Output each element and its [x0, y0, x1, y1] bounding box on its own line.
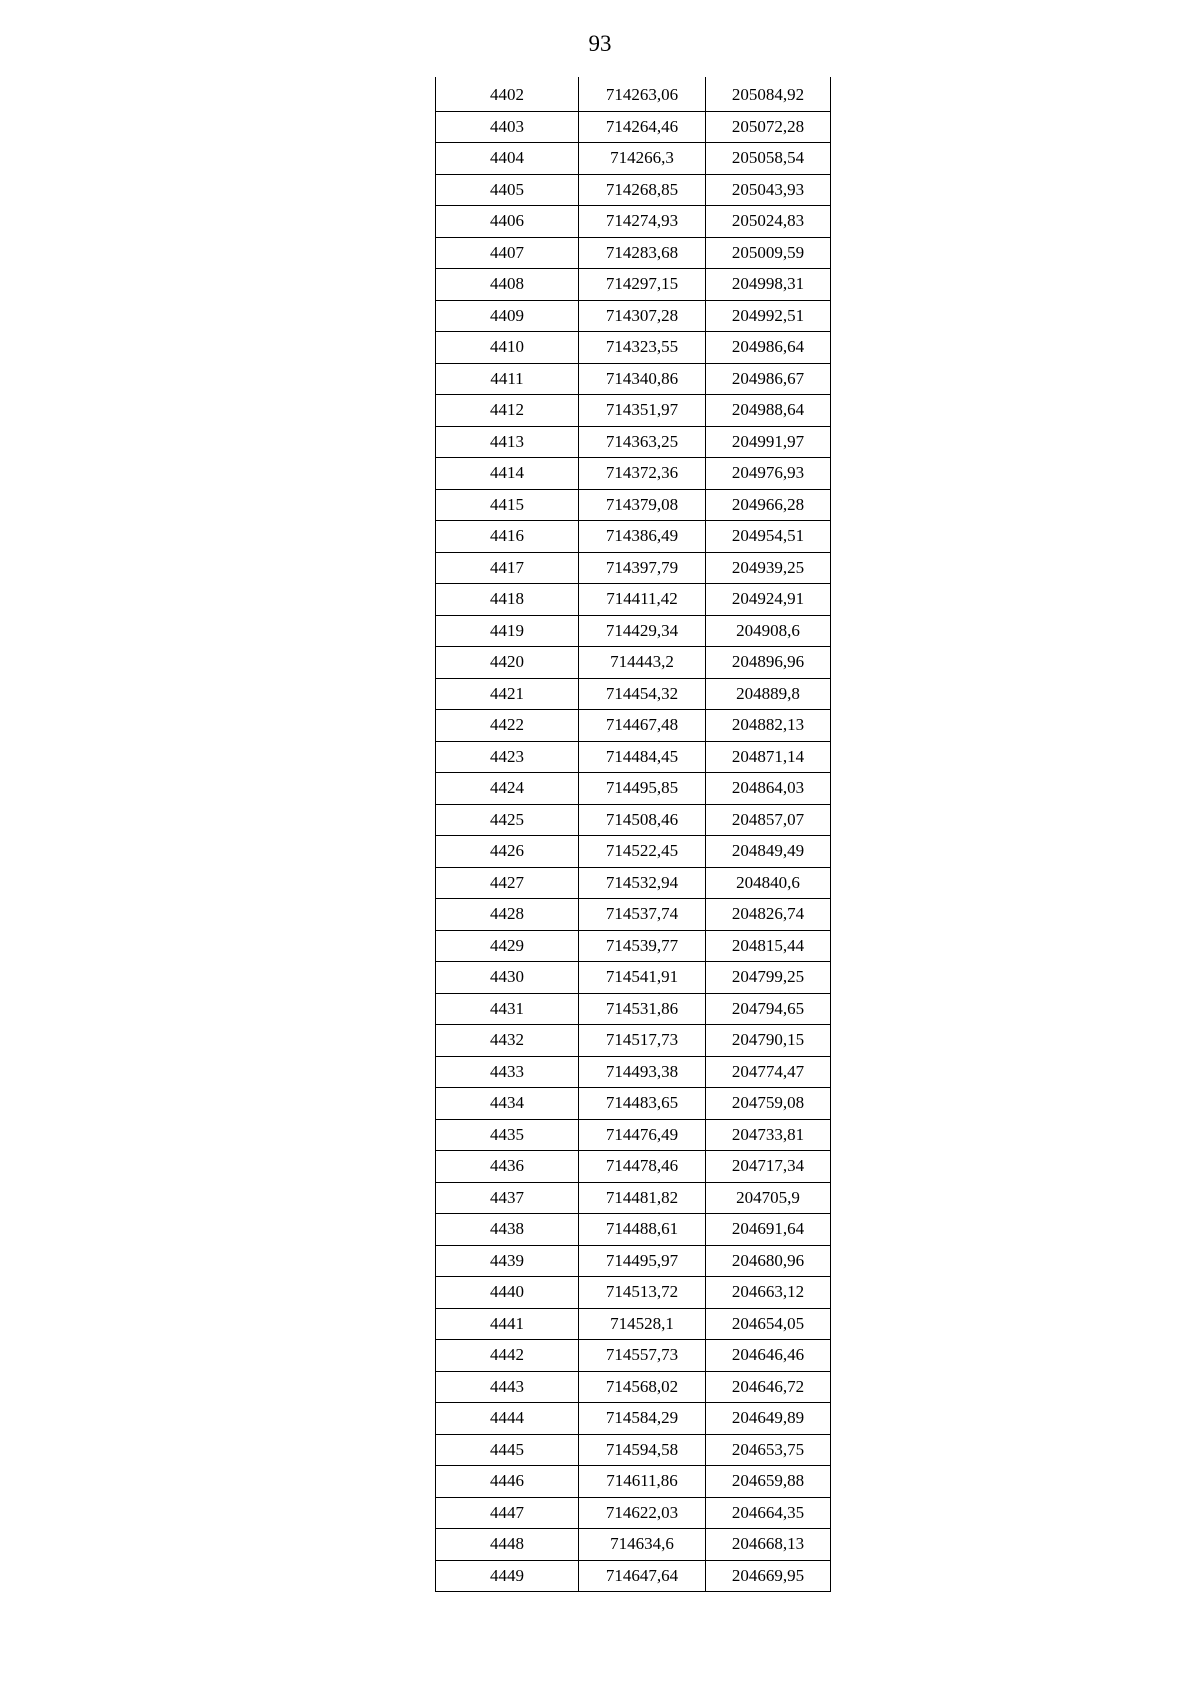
table-row — [436, 1529, 831, 1561]
point-number-cell: 4445 — [436, 1434, 579, 1466]
point-number-cell: 4407 — [436, 237, 579, 269]
table-row — [436, 237, 831, 269]
y-coordinate-cell: 204705,9 — [706, 1182, 831, 1214]
table-row — [436, 1182, 831, 1214]
y-coordinate-cell: 204659,88 — [706, 1466, 831, 1498]
x-coordinate-cell: 714481,82 — [579, 1182, 706, 1214]
x-coordinate-cell: 714351,97 — [579, 395, 706, 427]
x-coordinate-cell: 714340,86 — [579, 363, 706, 395]
point-number-cell: 4403 — [436, 111, 579, 143]
point-number-cell: 4412 — [436, 395, 579, 427]
y-coordinate-cell: 204986,64 — [706, 332, 831, 364]
x-coordinate-cell: 714379,08 — [579, 489, 706, 521]
table-row — [436, 1371, 831, 1403]
point-number-cell: 4422 — [436, 710, 579, 742]
y-coordinate-cell: 204649,89 — [706, 1403, 831, 1435]
point-number-cell: 4411 — [436, 363, 579, 395]
x-coordinate-cell: 714622,03 — [579, 1497, 706, 1529]
table-row — [436, 993, 831, 1025]
y-coordinate-cell: 204759,08 — [706, 1088, 831, 1120]
x-coordinate-cell: 714495,85 — [579, 773, 706, 805]
table-row — [436, 521, 831, 553]
point-number-cell: 4420 — [436, 647, 579, 679]
point-number-cell: 4408 — [436, 269, 579, 301]
point-number-cell: 4440 — [436, 1277, 579, 1309]
y-coordinate-cell: 205024,83 — [706, 206, 831, 238]
table-row — [436, 458, 831, 490]
x-coordinate-cell: 714495,97 — [579, 1245, 706, 1277]
point-number-cell: 4433 — [436, 1056, 579, 1088]
y-coordinate-cell: 204864,03 — [706, 773, 831, 805]
x-coordinate-cell: 714478,46 — [579, 1151, 706, 1183]
table-row — [436, 647, 831, 679]
table-row — [436, 584, 831, 616]
x-coordinate-cell: 714386,49 — [579, 521, 706, 553]
table-row — [436, 899, 831, 931]
point-number-cell: 4446 — [436, 1466, 579, 1498]
x-coordinate-cell: 714397,79 — [579, 552, 706, 584]
y-coordinate-cell: 204939,25 — [706, 552, 831, 584]
table-row — [436, 741, 831, 773]
table-row — [436, 930, 831, 962]
point-number-cell: 4429 — [436, 930, 579, 962]
x-coordinate-cell: 714557,73 — [579, 1340, 706, 1372]
y-coordinate-cell: 204988,64 — [706, 395, 831, 427]
point-number-cell: 4428 — [436, 899, 579, 931]
table-row — [436, 77, 831, 111]
y-coordinate-cell: 204790,15 — [706, 1025, 831, 1057]
y-coordinate-cell: 204908,6 — [706, 615, 831, 647]
point-number-cell: 4434 — [436, 1088, 579, 1120]
table-row — [436, 710, 831, 742]
x-coordinate-cell: 714537,74 — [579, 899, 706, 931]
x-coordinate-cell: 714508,46 — [579, 804, 706, 836]
y-coordinate-cell: 204871,14 — [706, 741, 831, 773]
table-row — [436, 804, 831, 836]
x-coordinate-cell: 714522,45 — [579, 836, 706, 868]
point-number-cell: 4416 — [436, 521, 579, 553]
y-coordinate-cell: 204653,75 — [706, 1434, 831, 1466]
y-coordinate-cell: 204669,95 — [706, 1560, 831, 1592]
table-row — [436, 678, 831, 710]
table-row — [436, 836, 831, 868]
point-number-cell: 4449 — [436, 1560, 579, 1592]
table-row — [436, 1025, 831, 1057]
coordinates-table-body — [436, 77, 831, 1592]
table-row — [436, 332, 831, 364]
point-number-cell: 4417 — [436, 552, 579, 584]
x-coordinate-cell: 714268,85 — [579, 174, 706, 206]
table-row — [436, 206, 831, 238]
x-coordinate-cell: 714584,29 — [579, 1403, 706, 1435]
point-number-cell: 4444 — [436, 1403, 579, 1435]
y-coordinate-cell: 204882,13 — [706, 710, 831, 742]
point-number-cell: 4419 — [436, 615, 579, 647]
y-coordinate-cell: 204966,28 — [706, 489, 831, 521]
y-coordinate-cell: 204663,12 — [706, 1277, 831, 1309]
point-number-cell: 4409 — [436, 300, 579, 332]
point-number-cell: 4414 — [436, 458, 579, 490]
x-coordinate-cell: 714483,65 — [579, 1088, 706, 1120]
point-number-cell: 4421 — [436, 678, 579, 710]
x-coordinate-cell: 714517,73 — [579, 1025, 706, 1057]
table-row — [436, 489, 831, 521]
table-row — [436, 1245, 831, 1277]
x-coordinate-cell: 714488,61 — [579, 1214, 706, 1246]
y-coordinate-cell: 205084,92 — [706, 77, 831, 111]
point-number-cell: 4448 — [436, 1529, 579, 1561]
y-coordinate-cell: 204849,49 — [706, 836, 831, 868]
point-number-cell: 4431 — [436, 993, 579, 1025]
point-number-cell: 4410 — [436, 332, 579, 364]
point-number-cell: 4415 — [436, 489, 579, 521]
table-row — [436, 1056, 831, 1088]
point-number-cell: 4402 — [436, 77, 579, 111]
point-number-cell: 4405 — [436, 174, 579, 206]
x-coordinate-cell: 714307,28 — [579, 300, 706, 332]
point-number-cell: 4442 — [436, 1340, 579, 1372]
point-number-cell: 4406 — [436, 206, 579, 238]
x-coordinate-cell: 714513,72 — [579, 1277, 706, 1309]
x-coordinate-cell: 714493,38 — [579, 1056, 706, 1088]
y-coordinate-cell: 204680,96 — [706, 1245, 831, 1277]
y-coordinate-cell: 204992,51 — [706, 300, 831, 332]
y-coordinate-cell: 204924,91 — [706, 584, 831, 616]
y-coordinate-cell: 204646,46 — [706, 1340, 831, 1372]
point-number-cell: 4443 — [436, 1371, 579, 1403]
table-row — [436, 174, 831, 206]
y-coordinate-cell: 205072,28 — [706, 111, 831, 143]
x-coordinate-cell: 714443,2 — [579, 647, 706, 679]
table-row — [436, 1308, 831, 1340]
point-number-cell: 4432 — [436, 1025, 579, 1057]
point-number-cell: 4435 — [436, 1119, 579, 1151]
table-row — [436, 1340, 831, 1372]
y-coordinate-cell: 204896,96 — [706, 647, 831, 679]
point-number-cell: 4413 — [436, 426, 579, 458]
table-row — [436, 143, 831, 175]
table-row — [436, 1119, 831, 1151]
y-coordinate-cell: 204668,13 — [706, 1529, 831, 1561]
y-coordinate-cell: 204717,34 — [706, 1151, 831, 1183]
x-coordinate-cell: 714594,58 — [579, 1434, 706, 1466]
point-number-cell: 4418 — [436, 584, 579, 616]
y-coordinate-cell: 204654,05 — [706, 1308, 831, 1340]
table-row — [436, 1434, 831, 1466]
x-coordinate-cell: 714363,25 — [579, 426, 706, 458]
x-coordinate-cell: 714467,48 — [579, 710, 706, 742]
y-coordinate-cell: 204889,8 — [706, 678, 831, 710]
table-row — [436, 615, 831, 647]
table-row — [436, 1151, 831, 1183]
point-number-cell: 4424 — [436, 773, 579, 805]
table-row — [436, 1466, 831, 1498]
x-coordinate-cell: 714323,55 — [579, 332, 706, 364]
x-coordinate-cell: 714263,06 — [579, 77, 706, 111]
y-coordinate-cell: 205043,93 — [706, 174, 831, 206]
y-coordinate-cell: 204986,67 — [706, 363, 831, 395]
table-row — [436, 552, 831, 584]
y-coordinate-cell: 204794,65 — [706, 993, 831, 1025]
y-coordinate-cell: 204691,64 — [706, 1214, 831, 1246]
coordinates-table — [435, 77, 831, 1592]
y-coordinate-cell: 204976,93 — [706, 458, 831, 490]
y-coordinate-cell: 204799,25 — [706, 962, 831, 994]
point-number-cell: 4439 — [436, 1245, 579, 1277]
point-number-cell: 4447 — [436, 1497, 579, 1529]
x-coordinate-cell: 714568,02 — [579, 1371, 706, 1403]
table-row — [436, 773, 831, 805]
x-coordinate-cell: 714283,68 — [579, 237, 706, 269]
y-coordinate-cell: 204840,6 — [706, 867, 831, 899]
table-row — [436, 962, 831, 994]
y-coordinate-cell: 204857,07 — [706, 804, 831, 836]
x-coordinate-cell: 714454,32 — [579, 678, 706, 710]
x-coordinate-cell: 714528,1 — [579, 1308, 706, 1340]
table-row — [436, 1497, 831, 1529]
point-number-cell: 4438 — [436, 1214, 579, 1246]
point-number-cell: 4441 — [436, 1308, 579, 1340]
y-coordinate-cell: 205058,54 — [706, 143, 831, 175]
table-row — [436, 1088, 831, 1120]
y-coordinate-cell: 204826,74 — [706, 899, 831, 931]
x-coordinate-cell: 714634,6 — [579, 1529, 706, 1561]
point-number-cell: 4427 — [436, 867, 579, 899]
x-coordinate-cell: 714264,46 — [579, 111, 706, 143]
x-coordinate-cell: 714476,49 — [579, 1119, 706, 1151]
x-coordinate-cell: 714372,36 — [579, 458, 706, 490]
table-row — [436, 1560, 831, 1592]
x-coordinate-cell: 714297,15 — [579, 269, 706, 301]
y-coordinate-cell: 204733,81 — [706, 1119, 831, 1151]
y-coordinate-cell: 204664,35 — [706, 1497, 831, 1529]
x-coordinate-cell: 714266,3 — [579, 143, 706, 175]
table-row — [436, 426, 831, 458]
table-row — [436, 300, 831, 332]
x-coordinate-cell: 714484,45 — [579, 741, 706, 773]
x-coordinate-cell: 714429,34 — [579, 615, 706, 647]
table-row — [436, 867, 831, 899]
table-row — [436, 1214, 831, 1246]
x-coordinate-cell: 714611,86 — [579, 1466, 706, 1498]
table-row — [436, 395, 831, 427]
table-row — [436, 269, 831, 301]
y-coordinate-cell: 204954,51 — [706, 521, 831, 553]
y-coordinate-cell: 204991,97 — [706, 426, 831, 458]
table-row — [436, 111, 831, 143]
x-coordinate-cell: 714532,94 — [579, 867, 706, 899]
x-coordinate-cell: 714411,42 — [579, 584, 706, 616]
table-row — [436, 1403, 831, 1435]
x-coordinate-cell: 714531,86 — [579, 993, 706, 1025]
point-number-cell: 4437 — [436, 1182, 579, 1214]
y-coordinate-cell: 204646,72 — [706, 1371, 831, 1403]
y-coordinate-cell: 204815,44 — [706, 930, 831, 962]
point-number-cell: 4423 — [436, 741, 579, 773]
y-coordinate-cell: 205009,59 — [706, 237, 831, 269]
table-row — [436, 1277, 831, 1309]
x-coordinate-cell: 714541,91 — [579, 962, 706, 994]
point-number-cell: 4426 — [436, 836, 579, 868]
point-number-cell: 4430 — [436, 962, 579, 994]
point-number-cell: 4404 — [436, 143, 579, 175]
x-coordinate-cell: 714647,64 — [579, 1560, 706, 1592]
y-coordinate-cell: 204998,31 — [706, 269, 831, 301]
point-number-cell: 4436 — [436, 1151, 579, 1183]
table-row — [436, 363, 831, 395]
y-coordinate-cell: 204774,47 — [706, 1056, 831, 1088]
x-coordinate-cell: 714274,93 — [579, 206, 706, 238]
x-coordinate-cell: 714539,77 — [579, 930, 706, 962]
point-number-cell: 4425 — [436, 804, 579, 836]
page-number: 93 — [588, 31, 612, 56]
